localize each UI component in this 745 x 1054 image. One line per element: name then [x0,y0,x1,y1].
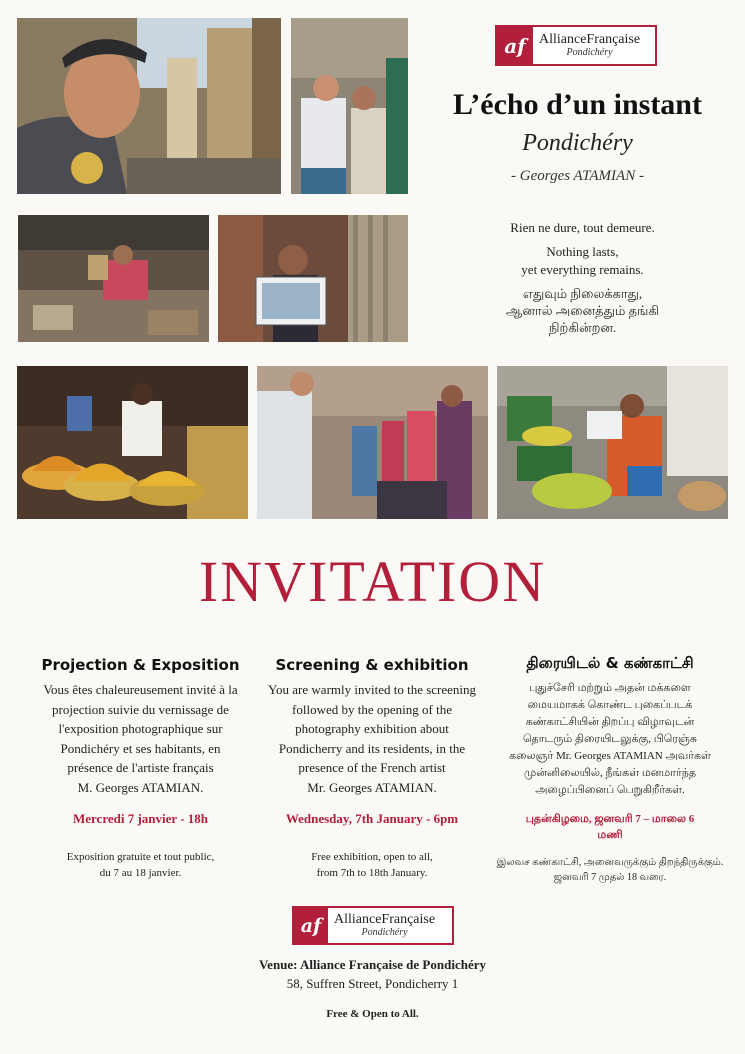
tamil-foot-line: இலவச கண்காட்சி, அனைவருக்கும் திறந்திருக்கும். [496,857,724,868]
french-body [28,680,253,797]
tamil-line: கலைஞர் Mr. Georges ATAMIAN அவர்கள் [509,750,711,762]
tamil-line: புதுச்சேரி மற்றும் அதன் மக்களை [529,682,691,694]
tamil-line: தொடரும் திரையிடலுக்கு, பிரெஞ்சு [522,733,698,745]
english-date: Wednesday, 7th January - 6pm [285,811,459,826]
english-line: photography exhibition about [295,721,449,736]
logo-name: AllianceFrançaise [539,31,641,47]
tamil-heading: திரையிடல் & கண்காட்சி [526,654,694,672]
tamil-column [490,654,730,885]
french-line: M. Georges ATAMIAN. [77,779,204,795]
invitation-heading: INVITATION [198,549,547,614]
photo-photographer-with-children [257,366,488,519]
tamil-date [490,811,730,843]
af-logo-mark: af [497,27,533,64]
tamil-line: கண்காட்சியின் திறப்பு விழாவுடன் [525,716,695,728]
photo-market-vendor [18,215,209,342]
english-line: Pondicherry and its residents, in the [278,740,466,756]
english-column [258,656,486,881]
artist-name: - Georges ATAMIAN - [511,168,644,184]
quote-tamil-line-2: ஆனால் அனைத்தும் தங்கி [505,303,660,318]
photo-selfie-street [17,18,281,194]
exhibition-city: Pondichéry [522,130,633,156]
french-line: Pondichéry et ses habitants, en [60,740,221,756]
french-footnote [28,849,253,881]
french-foot-line: du 7 au 18 janvier. [99,867,182,879]
english-foot-line: from 7th to 18th January. [316,867,428,879]
english-foot-line: Free exhibition, open to all, [311,851,433,863]
tamil-line: மையமாகக் கொண்ட புகைப்படக் [527,699,693,711]
logo-name: AllianceFrançaise [334,911,436,927]
venue-note: Free & Open to All. [326,1008,419,1020]
french-heading: Projection & Exposition [41,656,240,674]
english-footnote [258,849,486,881]
venue-name: Venue: Alliance Française de Pondichéry [258,957,486,972]
photo-photographer-and-elder [291,18,408,194]
venue-address: 58, Suffren Street, Pondicherry 1 [286,976,459,991]
quote-english-line-1: Nothing lasts, [546,244,619,259]
tamil-line: முன்னிலையில், நீங்கள் மனமார்ந்த [524,767,696,779]
tamil-date-line: மணி [597,829,623,841]
french-line: présence de l'artiste français [67,760,214,775]
quote-english-line-2: yet everything remains. [521,262,644,277]
tamil-line: அழைப்பினைப் பெறுகிறீர்கள். [535,784,685,796]
french-line: projection suivie du vernissage de [52,701,229,717]
exhibition-title: L’écho d’un instant [453,88,702,121]
english-heading: Screening & exhibition [275,656,469,674]
alliance-francaise-logo [495,25,657,66]
french-date: Mercredi 7 janvier - 18h [72,811,209,826]
english-body [258,680,486,797]
english-line: presence of the French artist [298,760,446,775]
english-line: You are warmly invited to the screening [267,682,477,697]
alliance-francaise-logo-bottom [292,906,454,945]
quote-tamil-line-1: எதுவும் நிலைக்காது, [522,286,643,301]
english-line: followed by the opening of the [292,701,452,717]
french-foot-line: Exposition gratuite et tout public, [66,851,215,863]
photo-girl-holding-print [218,215,408,342]
french-column [28,656,253,881]
quote-french: Rien ne dure, tout demeure. [510,220,655,235]
tamil-body [490,680,730,799]
tamil-foot-line: ஜனவரி 7 முதல் 18 வரை. [553,872,667,883]
tamil-date-line: புதன்கிழமை, ஜனவரி 7 – மாலை 6 [525,813,695,825]
english-line: Mr. Georges ATAMIAN. [307,779,437,795]
quote-tamil-line-3: நிற்கின்றன. [548,320,617,335]
logo-city: Pondichéry [361,926,408,938]
photo-spice-seller [17,366,248,519]
tamil-footnote [490,855,730,885]
af-logo-mark: af [294,908,328,943]
logo-city: Pondichéry [566,46,613,58]
french-line: Vous êtes chaleureusement invité à la [43,682,238,697]
photo-fruit-vendor [497,366,728,519]
french-line: l'exposition photographique sur [58,721,223,736]
